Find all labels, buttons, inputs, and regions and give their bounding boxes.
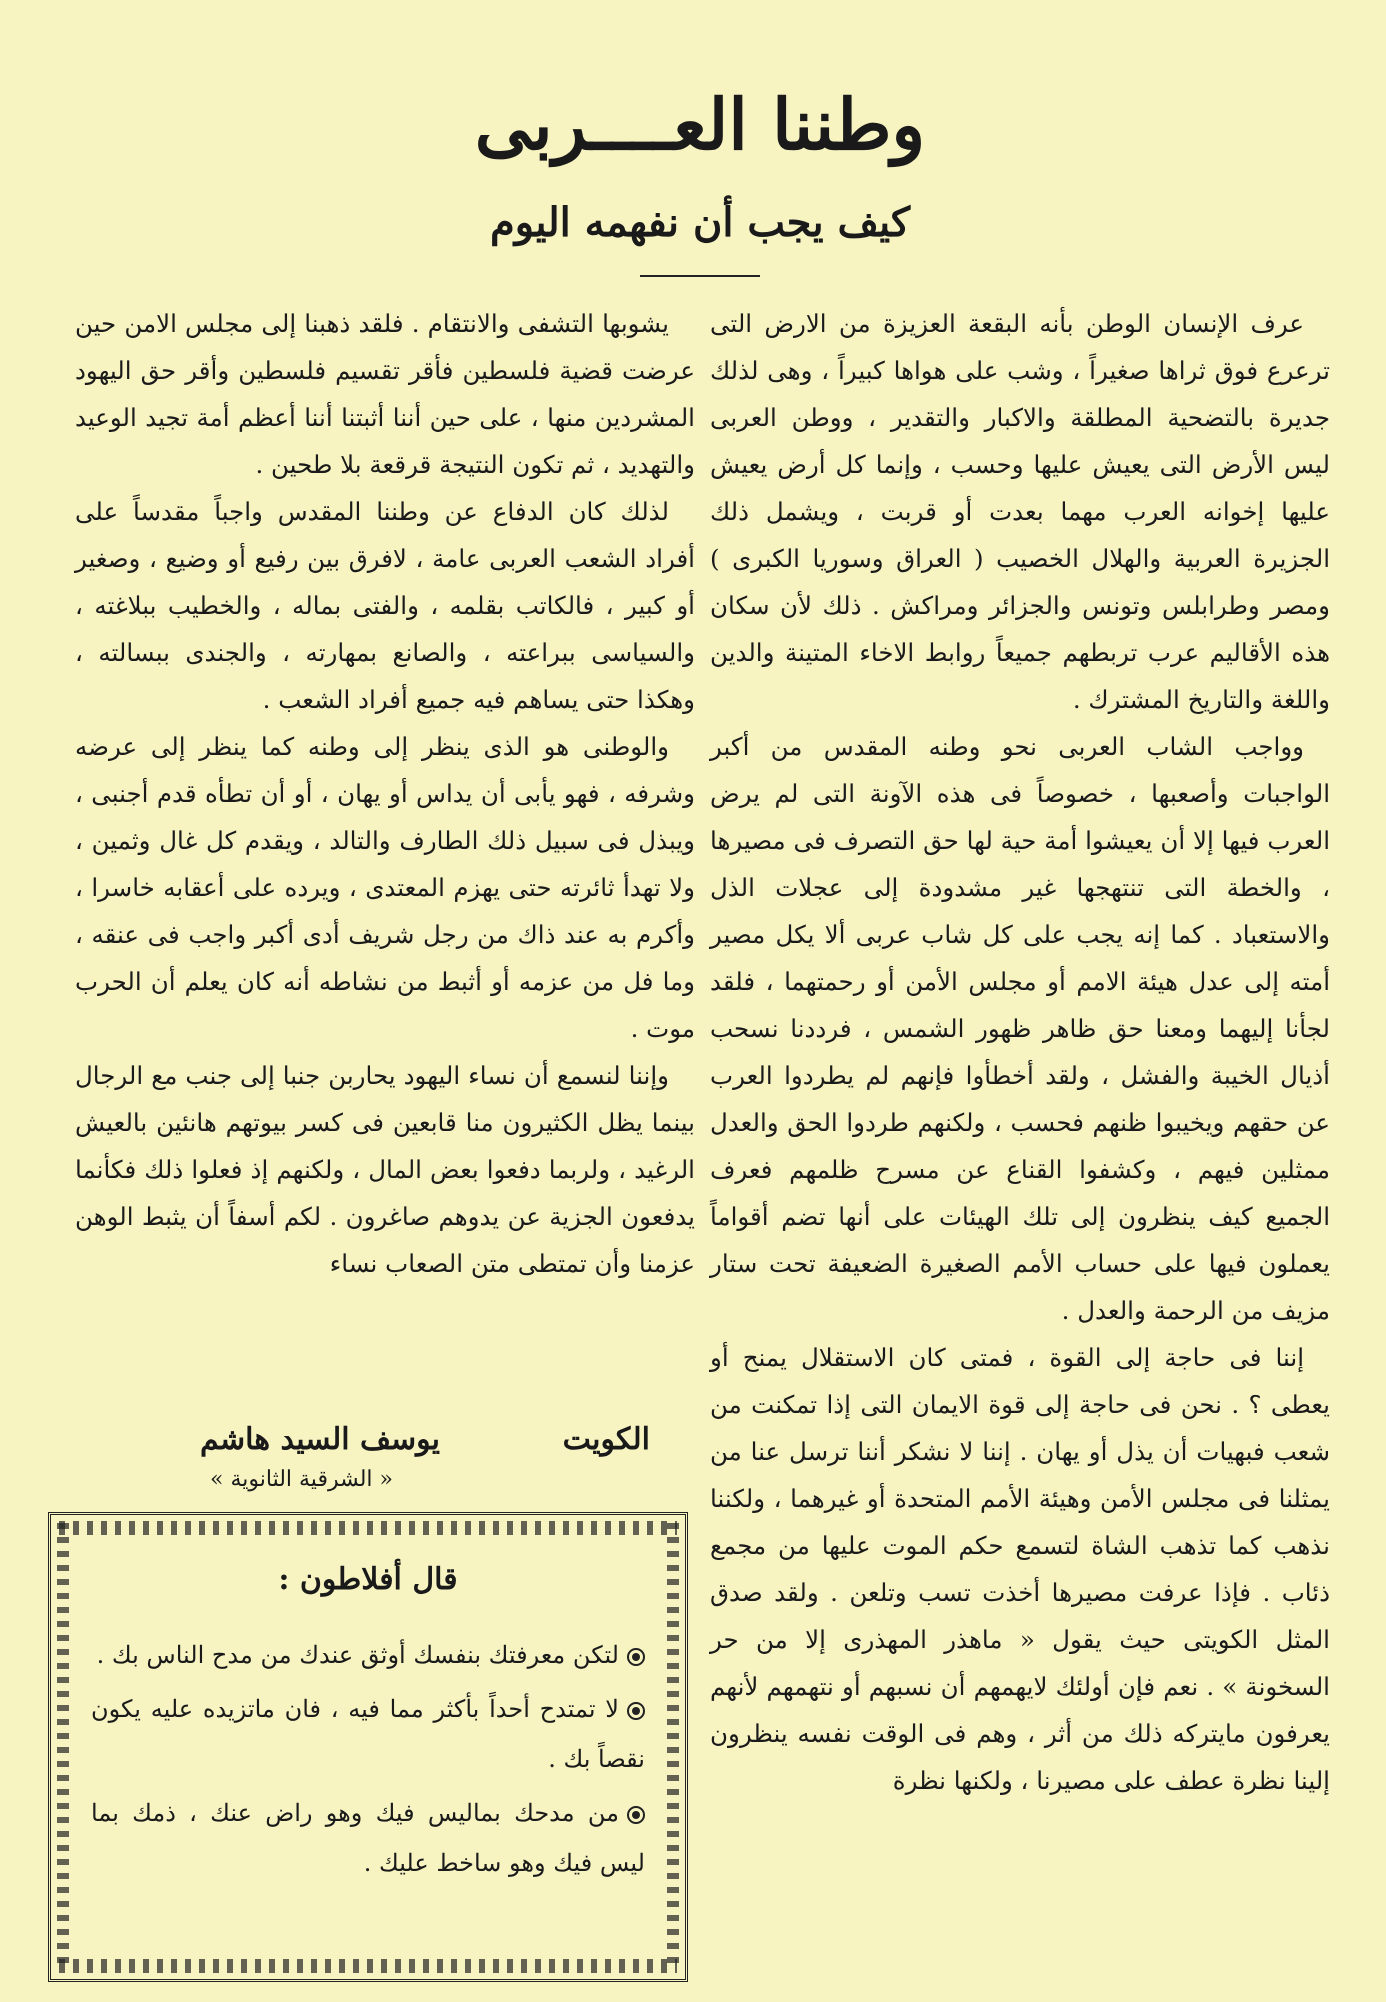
article-title: وطننا العــــربى: [474, 83, 926, 166]
quote-item: [91, 1684, 645, 1784]
quote-text: من مدحك بماليس فيك وهو راض عنك ، ذمك بما ليس فيك وهو ساخط عليك .: [91, 1799, 645, 1877]
signature-school: « الشرقية الثانوية »: [210, 1467, 393, 1492]
paragraph: عرف الإنسان الوطن بأنه البقعة العزيزة من الارض التى ترعرع فوق ثراها صغيراً ، وشب على هواها كبيراً ، وهى لذلك جديرة بالتضحية المطلقة والاكبار والتقدير ، ووطن العربى ليس الأرض التى يعيش عليها وحسب ، وإنما كل أرض يعيش عليها إخوانه العرب مهما بعدت أو قربت ، ويشمل ذلك الجزيرة العربية والهلال الخصيب ( العراق وسوريا الكبرى ) ومصر وطرابلس وتونس والجزائر ومراكش . ذلك لأن سكان هذه الأقاليم عرب تربطهم جميعاً روابط الاخاء المتينة والدين واللغة والتاريخ المشترك .: [710, 309, 1330, 714]
paragraph: لذلك كان الدفاع عن وطننا المقدس واجباً مقدساً على أفراد الشعب العربى عامة ، لافرق بين رفيع أو وضيع ، وصغير أو كبير ، فالكاتب بقلمه ، والفتى بماله ، والخطيب ببلاغته ، والسياسى ببراعته ، والصانع بمهارته ، والجندى ببسالته ، وهكذا حتى يساهم فيه جميع أفراد الشعب .: [75, 497, 695, 714]
quote-box: [48, 1512, 688, 1982]
paragraph: وإننا لنسمع أن نساء اليهود يحاربن جنبا إلى جنب مع الرجال بينما يظل الكثيرون منا قابعين فى كسر بيوتهم هانئين بالعيش الرغيد ، ولربما دفعوا بعض المال ، ولكنهم إذ فعلوا ذلك فكأنما يدفعون الجزية عن يدوهم صاغرون . لكم أسفاً أن يثبط الوهن عزمنا وأن تمتطى متن الصعاب نساء: [75, 1061, 695, 1278]
quote-item: [91, 1630, 645, 1680]
article-subtitle: كيف يجب أن نفهمه اليوم: [489, 199, 911, 246]
left-column: [75, 300, 695, 1450]
ornamental-border: [59, 1959, 677, 1973]
quote-list: [91, 1630, 645, 1892]
signature-place: الكويت: [562, 1422, 650, 1457]
paragraph: يشوبها التشفى والانتقام . فلقد ذهبنا إلى مجلس الامن حين عرضت قضية فلسطين فأقر تقسيم فلسطين وأقر حق اليهود المشردين منها ، على حين أننا أثبتنا أننا أعظم أمة تجيد الوعيد والتهديد ، ثم تكون النتيجة قرقعة بلا طحين .: [75, 309, 695, 479]
right-column: [710, 300, 1330, 2000]
quote-item: [91, 1788, 645, 1888]
bullet-icon: [627, 1806, 645, 1824]
paragraph: وواجب الشاب العربى نحو وطنه المقدس من أكبر الواجبات وأصعبها ، خصوصاً فى هذه الآونة التى لم يرض العرب فيها إلا أن يعيشوا أمة حية لها حق التصرف فى مصيرها ، والخطة التى تنتهجها غير مشدودة إلى عجلات الذل والاستعباد . كما إنه يجب على كل شاب عربى ألا يكل مصير أمته إلى عدل هيئة الامم أو مجلس الأمن أو رحمتهما ، فلقد لجأنا إليهما ومعنا حق ظاهر ظهور الشمس ، فرددنا نسحب أذيال الخيبة والفشل ، ولقد أخطأوا فإنهم لم يطردوا العرب عن حقهم ويخيبوا ظنهم فحسب ، ولكنهم طردوا الحق والعدل ممثلين فيهم ، وكشفوا القناع عن مسرح ظلمهم فعرف الجميع كيف ينظرون إلى تلك الهيئات على أنها تضم أقواماً يعملون فيها على حساب الأمم الصغيرة الضعيفة تحت ستار مزيف من الرحمة والعدل .: [710, 732, 1330, 1325]
bullet-icon: [627, 1648, 645, 1666]
paragraph: والوطنى هو الذى ينظر إلى وطنه كما ينظر إلى عرضه وشرفه ، فهو يأبى أن يداس أو يهان ، أو أن تطأه قدم أجنبى ، ويبذل فى سبيل ذلك الطارف والتالد ، ويقدم كل غال وثمين ، ولا تهدأ ثائرته حتى يهزم المعتدى ، ويرده على أعقابه خاسرا ، وأكرم به عند ذاك من رجل شريف أدى أكبر واجب فى عنقه ، وما فل من عزمه أو أثبط من نشاطه أنه كان يعلم أن الحرب موت .: [75, 732, 695, 1043]
quote-text: لتكن معرفتك بنفسك أوثق عندك من مدح الناس بك .: [96, 1641, 619, 1669]
ornamental-border: [59, 1521, 677, 1535]
quote-title: قال أفلاطون :: [278, 1562, 458, 1597]
bullet-icon: [627, 1702, 645, 1720]
title-divider: [640, 275, 760, 277]
signature-author: يوسف السيد هاشم: [200, 1422, 441, 1457]
quote-text: لا تمتدح أحداً بأكثر مما فيه ، فان ماتزيده عليه يكون نقصاً بك .: [91, 1695, 645, 1773]
paragraph: إننا فى حاجة إلى القوة ، فمتى كان الاستقلال يمنح أو يعطى ؟ . نحن فى حاجة إلى قوة الايمان التى إذا تمكنت من شعب فبهيات أن يذل أو يهان . إننا لا نشكر أننا ترسل عنا من يمثلنا فى مجلس الأمن وهيئة الأمم المتحدة أو غيرهما ، ولكننا نذهب كما تذهب الشاة لتسمع حكم الموت عليها من مجمع ذئاب . فإذا عرفت مصيرها أخذت تسب وتلعن . ولقد صدق المثل الكويتى حيث يقول « ماهذر المهذرى إلا من حر السخونة » . نعم فإن أولئك لايهمهم أن نسبهم أو نتهمهم لأنهم يعرفون مايتركه ذلك من أثر ، وهم فى الوقت نفسه ينظرون إلينا نظرة عطف على مصيرنا ، ولكنها نظرة: [710, 1343, 1330, 1795]
